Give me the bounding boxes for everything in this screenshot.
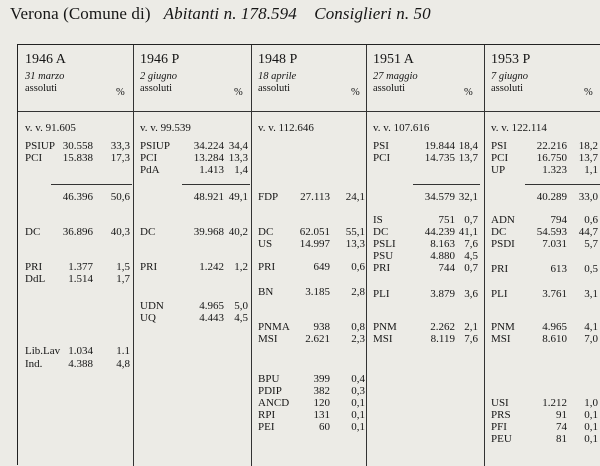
- party-row: [373, 321, 484, 333]
- vote-percent: 5,0: [234, 300, 248, 312]
- party-name: RPI: [258, 409, 276, 421]
- subtotal-row: [373, 191, 484, 203]
- party-row: [491, 152, 600, 164]
- party-row: [258, 226, 366, 238]
- vote-percent: 13,3: [345, 238, 365, 250]
- vote-percent: 1,4: [234, 164, 248, 176]
- vote-count: 19.844: [424, 140, 455, 152]
- vote-count: 62.051: [299, 226, 330, 238]
- vote-count: 2.262: [430, 321, 455, 333]
- vote-percent: 41,1: [458, 226, 478, 238]
- vote-percent: 24,1: [345, 191, 365, 203]
- election-date: 31 marzo: [25, 71, 65, 82]
- vote-percent: 7,6: [464, 238, 478, 250]
- vote-percent: 1,2: [234, 261, 248, 273]
- party-name: DC: [140, 226, 156, 238]
- party-name: PNMA: [258, 321, 290, 333]
- party-row: [373, 140, 484, 152]
- vote-percent: 3,1: [584, 288, 598, 300]
- vote-percent: 33,3: [110, 140, 130, 152]
- vote-percent: 1.1: [116, 345, 130, 357]
- party-row: [258, 333, 366, 345]
- vote-count: 36.896: [62, 226, 93, 238]
- vote-percent: 13,7: [578, 152, 598, 164]
- party-name: PLI: [491, 288, 508, 300]
- party-name: PNM: [373, 321, 397, 333]
- vote-percent: 1,1: [584, 164, 598, 176]
- column-rule: [484, 45, 485, 466]
- vote-count: 14.735: [424, 152, 455, 164]
- party-name: PCI: [140, 152, 158, 164]
- valid-votes: v. v. 112.646: [258, 122, 314, 134]
- vote-count: 54.593: [536, 226, 567, 238]
- vote-count: 3.879: [430, 288, 455, 300]
- vote-count: 3.761: [542, 288, 567, 300]
- party-row: [25, 345, 133, 357]
- party-name: BPU: [258, 373, 280, 385]
- party-name: PSU: [373, 250, 394, 262]
- party-row: [491, 321, 600, 333]
- party-name: PFI: [491, 421, 507, 433]
- header-rule: [18, 111, 600, 112]
- party-name: PRS: [491, 409, 511, 421]
- vote-percent: 0,4: [351, 373, 365, 385]
- party-row: [373, 226, 484, 238]
- party-name: ADN: [491, 214, 515, 226]
- election-year: 1946 A: [25, 52, 66, 67]
- vote-count: 74: [556, 421, 567, 433]
- election-year: 1951 A: [373, 52, 414, 67]
- vote-percent: 40,2: [228, 226, 248, 238]
- party-name: PEU: [491, 433, 512, 445]
- vote-percent: 0,6: [351, 261, 365, 273]
- vote-count: 794: [550, 214, 567, 226]
- party-name: UP: [491, 164, 506, 176]
- election-date: 7 giugno: [491, 71, 529, 82]
- party-row: [140, 300, 251, 312]
- party-name: PSI: [373, 140, 389, 152]
- subtotal-row: [491, 191, 600, 203]
- vote-count: 4.880: [430, 250, 455, 262]
- party-row: [373, 238, 484, 250]
- vote-count: 1.212: [542, 397, 567, 409]
- party-name: MSI: [373, 333, 393, 345]
- percent-label: %: [234, 87, 243, 98]
- party-row: [258, 409, 366, 421]
- vote-count: 91: [556, 409, 567, 421]
- party-name: PCI: [491, 152, 509, 164]
- vote-percent: 55,1: [345, 226, 365, 238]
- municipality-name: Verona (Comune di): [10, 4, 151, 23]
- party-row: [491, 164, 600, 176]
- vote-count: 34.224: [193, 140, 224, 152]
- vote-count: 1.242: [199, 261, 224, 273]
- party-name: PRI: [25, 261, 43, 273]
- party-name: DC: [373, 226, 389, 238]
- absolute-label: assoluti: [491, 83, 524, 94]
- vote-percent: 0,1: [584, 421, 598, 433]
- party-row: [373, 333, 484, 345]
- party-name: DC: [258, 226, 274, 238]
- party-name: PdA: [140, 164, 160, 176]
- party-name: FDP: [258, 191, 279, 203]
- vote-count: 1.413: [199, 164, 224, 176]
- party-row: [258, 286, 366, 298]
- vote-count: 34.579: [424, 191, 455, 203]
- party-row: [140, 226, 251, 238]
- vote-count: 39.968: [193, 226, 224, 238]
- vote-count: 744: [438, 262, 455, 274]
- party-name: Lib.Lav: [25, 345, 61, 357]
- party-name: PLI: [373, 288, 390, 300]
- party-row: [258, 191, 366, 203]
- absolute-label: assoluti: [373, 83, 406, 94]
- party-name: PRI: [258, 261, 276, 273]
- vote-percent: 7,0: [584, 333, 598, 345]
- vote-count: 131: [313, 409, 330, 421]
- vote-count: 4.388: [68, 358, 93, 370]
- vote-count: 120: [313, 397, 330, 409]
- vote-count: 81: [556, 433, 567, 445]
- valid-votes: v. v. 107.616: [373, 122, 430, 134]
- vote-percent: 0,6: [584, 214, 598, 226]
- vote-percent: 0,7: [464, 262, 478, 274]
- party-name: BN: [258, 286, 274, 298]
- party-row: [140, 140, 251, 152]
- party-name: DC: [25, 226, 41, 238]
- vote-percent: 7,6: [464, 333, 478, 345]
- vote-count: 4.443: [199, 312, 224, 324]
- party-name: PEI: [258, 421, 275, 433]
- subtotal-row: [140, 191, 251, 203]
- vote-count: 27.113: [300, 191, 330, 203]
- vote-count: 1.323: [542, 164, 567, 176]
- party-name: PDIP: [258, 385, 282, 397]
- vote-percent: 13,3: [228, 152, 248, 164]
- party-row: [491, 140, 600, 152]
- vote-count: 649: [313, 261, 330, 273]
- party-row: [491, 433, 600, 445]
- party-row: [491, 333, 600, 345]
- party-name: MSI: [258, 333, 278, 345]
- vote-percent: 4,5: [234, 312, 248, 324]
- party-row: [491, 263, 600, 275]
- party-name: PSLI: [373, 238, 396, 250]
- subtotal-rule: [51, 184, 132, 185]
- party-row: [491, 409, 600, 421]
- vote-count: 48.921: [193, 191, 224, 203]
- percent-label: %: [584, 87, 593, 98]
- vote-count: 8.163: [430, 238, 455, 250]
- party-name: PRI: [140, 261, 158, 273]
- party-row: [140, 152, 251, 164]
- party-row: [258, 397, 366, 409]
- vote-percent: 0,3: [351, 385, 365, 397]
- party-name: DdL: [25, 273, 46, 285]
- election-date: 18 aprile: [258, 71, 297, 82]
- vote-count: 40.289: [536, 191, 567, 203]
- party-row: [373, 262, 484, 274]
- column-rule: [251, 45, 252, 466]
- vote-percent: 1,5: [116, 261, 130, 273]
- vote-percent: 17,3: [110, 152, 130, 164]
- party-name: PSIUP: [25, 140, 55, 152]
- vote-percent: 1,7: [116, 273, 130, 285]
- party-row: [373, 152, 484, 164]
- party-row: [25, 273, 133, 285]
- vote-percent: 1,0: [584, 397, 598, 409]
- party-row: [140, 164, 251, 176]
- percent-label: %: [351, 87, 360, 98]
- party-name: PRI: [373, 262, 391, 274]
- party-name: PCI: [25, 152, 43, 164]
- vote-count: 4.965: [199, 300, 224, 312]
- party-name: USI: [491, 397, 509, 409]
- party-row: [258, 385, 366, 397]
- valid-votes: v. v. 99.539: [140, 122, 191, 134]
- party-row: [491, 421, 600, 433]
- vote-count: 7.031: [542, 238, 567, 250]
- vote-count: 1.377: [68, 261, 93, 273]
- vote-percent: 40,3: [110, 226, 130, 238]
- party-name: UQ: [140, 312, 156, 324]
- party-name: ANCD: [258, 397, 290, 409]
- vote-count: 8.610: [542, 333, 567, 345]
- party-row: [25, 226, 133, 238]
- vote-percent: 44,7: [578, 226, 598, 238]
- party-row: [140, 261, 251, 273]
- vote-count: 2.621: [305, 333, 330, 345]
- vote-percent: 13,7: [458, 152, 478, 164]
- party-name: PNM: [491, 321, 515, 333]
- party-row: [491, 288, 600, 300]
- councillors-count: Consiglieri n. 50: [314, 4, 431, 23]
- percent-label: %: [116, 87, 125, 98]
- vote-percent: 4,5: [464, 250, 478, 262]
- vote-count: 22.216: [536, 140, 567, 152]
- election-date: 2 giugno: [140, 71, 178, 82]
- party-row: [25, 152, 133, 164]
- vote-percent: 0,1: [584, 409, 598, 421]
- vote-count: 60: [319, 421, 330, 433]
- absolute-label: assoluti: [25, 83, 58, 94]
- party-row: [373, 214, 484, 226]
- vote-count: 46.396: [62, 191, 93, 203]
- vote-percent: 18,2: [578, 140, 598, 152]
- party-row: [491, 214, 600, 226]
- party-row: [258, 421, 366, 433]
- party-row: [491, 397, 600, 409]
- party-row: [491, 226, 600, 238]
- vote-percent: 34,4: [228, 140, 248, 152]
- vote-count: 1.514: [68, 273, 93, 285]
- subtotal-rule: [182, 184, 250, 185]
- subtotal-row: [25, 191, 133, 203]
- vote-percent: 4,8: [116, 358, 130, 370]
- vote-percent: 2,1: [464, 321, 478, 333]
- vote-percent: 2,3: [351, 333, 365, 345]
- vote-percent: 33,0: [578, 191, 598, 203]
- party-name: Ind.: [25, 358, 43, 370]
- party-row: [25, 358, 133, 370]
- vote-count: 1.034: [68, 345, 93, 357]
- party-name: MSI: [491, 333, 511, 345]
- vote-percent: 18,4: [458, 140, 478, 152]
- party-row: [258, 373, 366, 385]
- vote-percent: 2,8: [351, 286, 365, 298]
- vote-percent: 4,1: [584, 321, 598, 333]
- absolute-label: assoluti: [140, 83, 173, 94]
- results-table: [17, 44, 600, 465]
- party-row: [258, 261, 366, 273]
- vote-count: 15.838: [62, 152, 93, 164]
- party-name: US: [258, 238, 273, 250]
- vote-count: 613: [550, 263, 567, 275]
- vote-count: 399: [313, 373, 330, 385]
- party-row: [25, 140, 133, 152]
- party-name: PSIUP: [140, 140, 170, 152]
- vote-count: 30.558: [62, 140, 93, 152]
- percent-label: %: [464, 87, 473, 98]
- election-year: 1948 P: [258, 52, 298, 67]
- vote-count: 8.119: [430, 333, 455, 345]
- vote-percent: 49,1: [228, 191, 248, 203]
- party-name: PCI: [373, 152, 391, 164]
- subtotal-rule: [525, 184, 600, 185]
- vote-percent: 3,6: [464, 288, 478, 300]
- party-name: PRI: [491, 263, 509, 275]
- vote-count: 382: [313, 385, 330, 397]
- inhabitants-count: Abitanti n. 178.594: [163, 4, 297, 23]
- vote-percent: 50,6: [110, 191, 130, 203]
- vote-percent: 0,1: [351, 421, 365, 433]
- election-date: 27 maggio: [373, 71, 418, 82]
- subtotal-rule: [413, 184, 480, 185]
- vote-percent: 0,8: [351, 321, 365, 333]
- vote-percent: 0,1: [351, 397, 365, 409]
- page-title: [10, 4, 431, 24]
- party-name: PSDI: [491, 238, 515, 250]
- valid-votes: v. v. 122.114: [491, 122, 547, 134]
- vote-count: 938: [313, 321, 330, 333]
- vote-count: 3.185: [305, 286, 330, 298]
- party-name: UDN: [140, 300, 164, 312]
- vote-count: 13.284: [193, 152, 224, 164]
- party-row: [140, 312, 251, 324]
- party-row: [373, 250, 484, 262]
- party-row: [258, 321, 366, 333]
- party-name: IS: [373, 214, 383, 226]
- party-row: [373, 288, 484, 300]
- party-row: [258, 238, 366, 250]
- column-rule: [133, 45, 134, 466]
- party-name: DC: [491, 226, 507, 238]
- election-year: 1953 P: [491, 52, 531, 67]
- vote-count: 44.239: [424, 226, 455, 238]
- party-name: PSI: [491, 140, 507, 152]
- vote-percent: 0,1: [584, 433, 598, 445]
- vote-percent: 5,7: [584, 238, 598, 250]
- vote-count: 14.997: [299, 238, 330, 250]
- absolute-label: assoluti: [258, 83, 291, 94]
- vote-count: 16.750: [536, 152, 567, 164]
- column-rule: [366, 45, 367, 466]
- vote-percent: 32,1: [458, 191, 478, 203]
- vote-count: 4.965: [542, 321, 567, 333]
- valid-votes: v. v. 91.605: [25, 122, 76, 134]
- election-year: 1946 P: [140, 52, 180, 67]
- party-row: [25, 261, 133, 273]
- vote-percent: 0,7: [464, 214, 478, 226]
- vote-percent: 0,1: [351, 409, 365, 421]
- party-row: [491, 238, 600, 250]
- vote-count: 751: [438, 214, 455, 226]
- vote-percent: 0,5: [584, 263, 598, 275]
